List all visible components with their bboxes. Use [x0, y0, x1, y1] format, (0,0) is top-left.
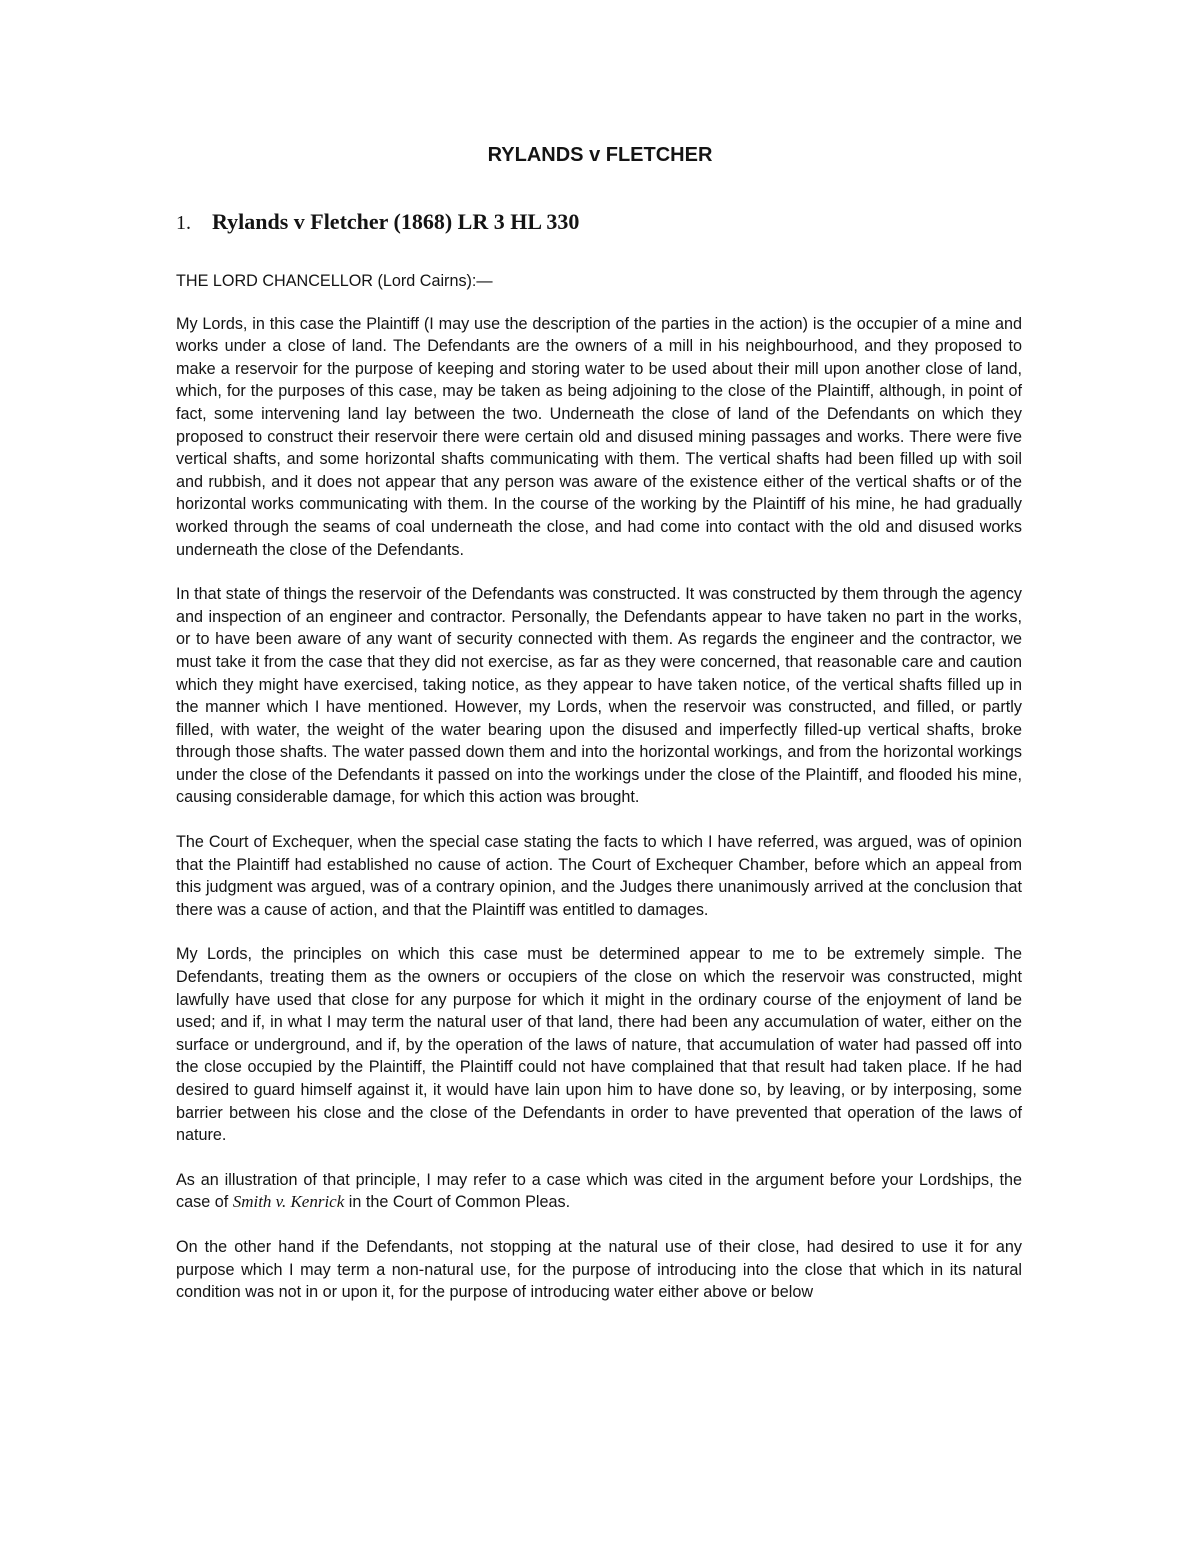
- judgment-body: [176, 270, 1022, 1326]
- case-citation: Rylands v Fletcher (1868) LR 3 HL 330: [212, 209, 580, 234]
- paragraph-3: The Court of Exchequer, when the special case stating the facts to which I have referred, was argued, was of opinion that the Plaintiff had established no cause of action. The Court of Exchequer Chamber, before which an appeal from this judgment was argued, was of a contrary opinion, and the Judges there unanimously arrived at the conclusion that there was a cause of action, and that the Plaintiff was entitled to damages.: [176, 833, 1022, 919]
- document-title: RYLANDS v FLETCHER: [487, 144, 713, 166]
- paragraph-2: In that state of things the reservoir of the Defendants was constructed. It was constructed by them through the agency and inspection of an engineer and contractor. Personally, the Defendants appear to have taken no part in the works, or to have been aware of any want of security connected with them. As regards the engineer and the contractor, we must take it from the case that they did not exercise, as far as they were concerned, that reasonable care and caution which they might have exercised, taking notice, as they appear to have taken notice, of the vertical shafts filled up in the manner which I have mentioned. However, my Lords, when the reservoir was constructed, and filled, or partly filled, with water, the weight of the water bearing upon the disused and imperfectly filled-up vertical shafts, broke through those shafts. The water passed down them and into the horizontal workings, and from the horizontal workings under the close of the Defendants it passed on into the workings under the close of the Plaintiff, and flooded his mine, causing considerable damage, for which this action was brought.: [176, 585, 1022, 807]
- paragraph-1: My Lords, in this case the Plaintiff (I may use the description of the parties in the action) is the occupier of a mine and works under a close of land. The Defendants are the owners of a mill in his neighbourhood, and they proposed to make a reservoir for the purpose of keeping and storing water to be used about their mill upon another close of land, which, for the purposes of this case, may be taken as being adjoining to the close of the Plaintiff, although, in point of fact, some intervening land lay between the two. Underneath the close of land of the Defendants on which they proposed to construct their reservoir there were certain old and disused mining passages and works. There were five vertical shafts, and some horizontal shafts communicating with them. The vertical shafts had been filled up with soil and rubbish, and it does not appear that any person was aware of the existence either of the vertical shafts or of the horizontal works communicating with them. In the course of the working by the Plaintiff of his mine, he had gradually worked through the seams of coal underneath the close, and had come into contact with the old and disused works underneath the close of the Defendants.: [176, 314, 1022, 559]
- illustration-text-after: in the Court of Common Pleas.: [344, 1193, 571, 1212]
- paragraph-4: My Lords, the principles on which this case must be determined appear to me to be extremely simple. The Defendants, treating them as the owners or occupiers of the close on which the reservoir was constructed, might lawfully have used that close for any purpose for which it might in the ordinary course of the enjoyment of land be used; and if, in what I may term the natural user of that land, there had been any accumulation of water, either on the surface or underground, and if, by the operation of the laws of nature, that accumulation of water had passed off into the close occupied by the Plaintiff, the Plaintiff could not have complained that that result had taken place. If he had desired to guard himself against it, it would have lain upon him to have done so, by leaving, or by interposing, some barrier between his close and the close of the Defendants in order to have prevented that operation of the laws of nature.: [176, 945, 1022, 1145]
- illustration-paragraph: [176, 1169, 1022, 1214]
- illustration-text-before: As an illustration of that principle, I may refer to a case which was cited in the argument before your Lordships, the case of: [176, 1170, 1022, 1212]
- final-paragraph: On the other hand if the Defendants, not stopping at the natural use of their close, had desired to use it for any purpose which I may term a non-natural use, for the purpose of introducing into the close that which in its natural condition was not in or upon it, for the purpose of introducing water either above or below: [176, 1237, 1022, 1302]
- cited-case-name: Smith v. Kenrick: [232, 1192, 345, 1212]
- speaker-line: THE LORD CHANCELLOR (Lord Cairns):—: [176, 272, 493, 290]
- case-heading: [176, 209, 579, 235]
- case-number: 1.: [176, 212, 191, 234]
